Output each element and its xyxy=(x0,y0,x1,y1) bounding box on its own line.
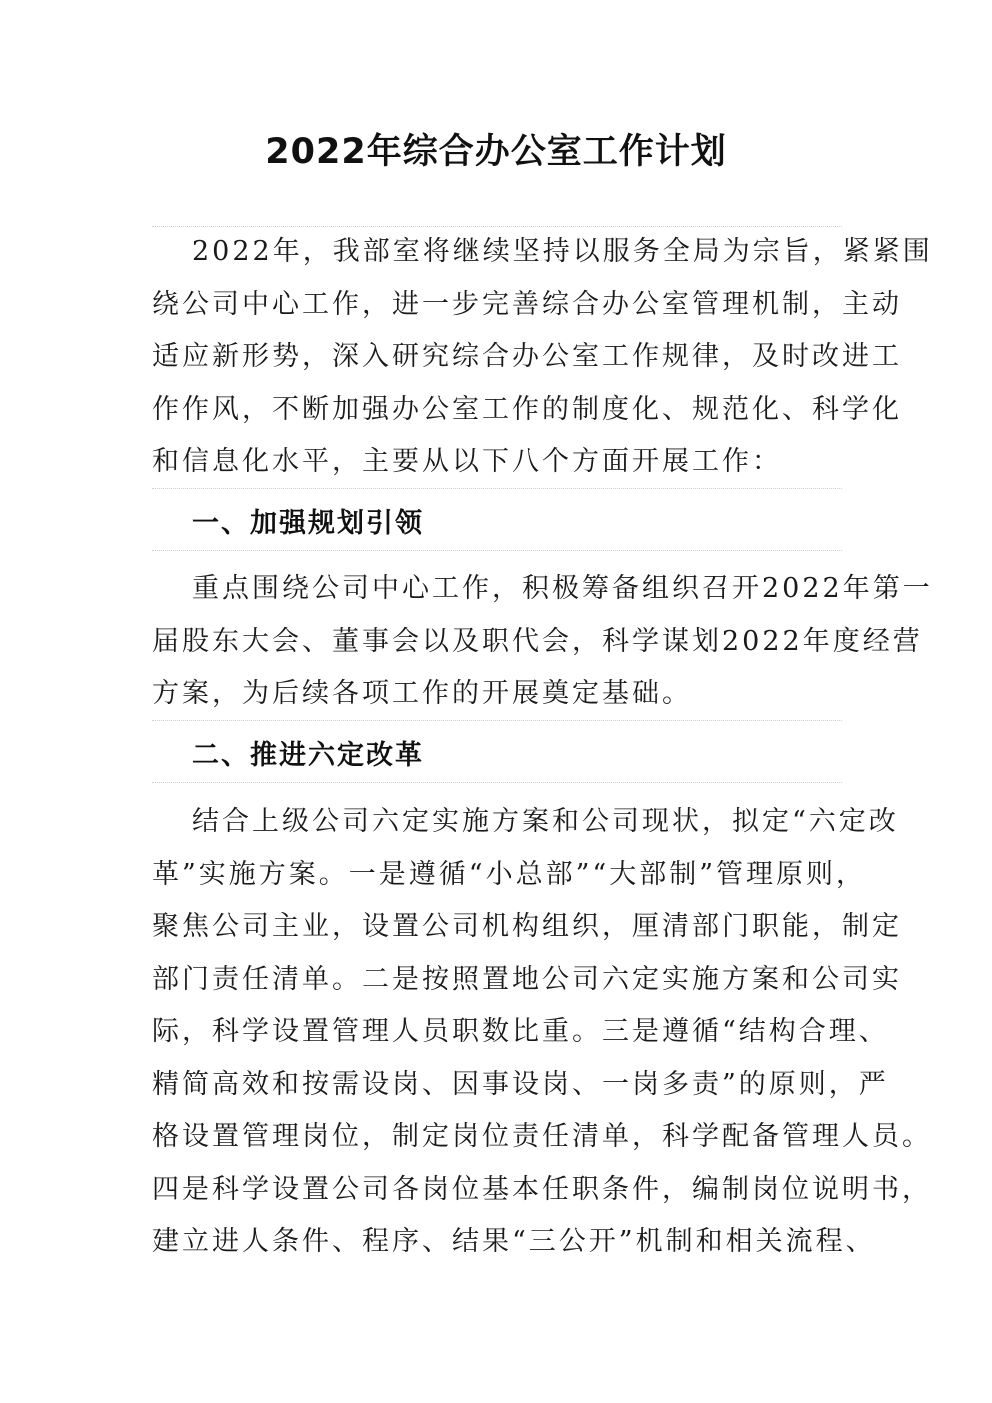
paragraph-line: 适应新形势，深入研究综合办公室工作规律，及时改进工 xyxy=(152,341,902,372)
paragraph-line: 结合上级公司六定实施方案和公司现状，拟定“六定改 xyxy=(192,806,899,837)
paragraph-line: 部门责任清单。二是按照置地公司六定实施方案和公司实 xyxy=(152,963,902,995)
divider xyxy=(152,720,842,721)
paragraph-line: 重点围绕公司中心工作，积极筹备组织召开2022年第一 xyxy=(192,573,933,604)
paragraph-line: 绕公司中心工作，进一步完善综合办公室管理机制，主动 xyxy=(152,288,902,320)
divider xyxy=(152,488,842,489)
section-paragraph xyxy=(152,563,933,721)
section-paragraph xyxy=(152,796,932,1269)
paragraph-line: 精简高效和按需设岗、因事设岗、一岗多责”的原则，严 xyxy=(152,1068,889,1100)
paragraph-line: 建立进人条件、程序、结果“三公开”机制和相关流程、 xyxy=(152,1226,876,1257)
paragraph-line: 格设置管理岗位，制定岗位责任清单，科学配备管理人员。 xyxy=(152,1121,932,1152)
divider xyxy=(152,550,842,551)
paragraph-line: 革”实施方案。一是遵循“小总部”“大部制”管理原则， xyxy=(152,858,867,890)
section-heading: 一、加强规划引领 xyxy=(192,508,424,539)
paragraph-line: 四是科学设置公司各岗位基本任职条件，编制岗位说明书， xyxy=(152,1173,932,1205)
paragraph-line: 际，科学设置管理人员职数比重。三是遵循“结构合理、 xyxy=(152,1016,889,1047)
section-heading: 二、推进六定改革 xyxy=(192,740,424,771)
paragraph-line: 2022年，我部室将继续坚持以服务全局为宗旨，紧紧围 xyxy=(192,236,933,267)
intro-paragraph xyxy=(152,226,933,489)
divider xyxy=(152,782,842,783)
paragraph-line: 作作风，不断加强办公室工作的制度化、规范化、科学化 xyxy=(152,393,902,425)
paragraph-line: 和信息化水平，主要从以下八个方面开展工作： xyxy=(152,446,782,477)
document-title: 2022年综合办公室工作计划 xyxy=(265,132,727,172)
paragraph-line: 方案，为后续各项工作的开展奠定基础。 xyxy=(152,678,692,709)
paragraph-line: 聚焦公司主业，设置公司机构组织，厘清部门职能，制定 xyxy=(152,911,902,942)
paragraph-line: 届股东大会、董事会以及职代会，科学谋划2022年度经营 xyxy=(152,625,923,657)
